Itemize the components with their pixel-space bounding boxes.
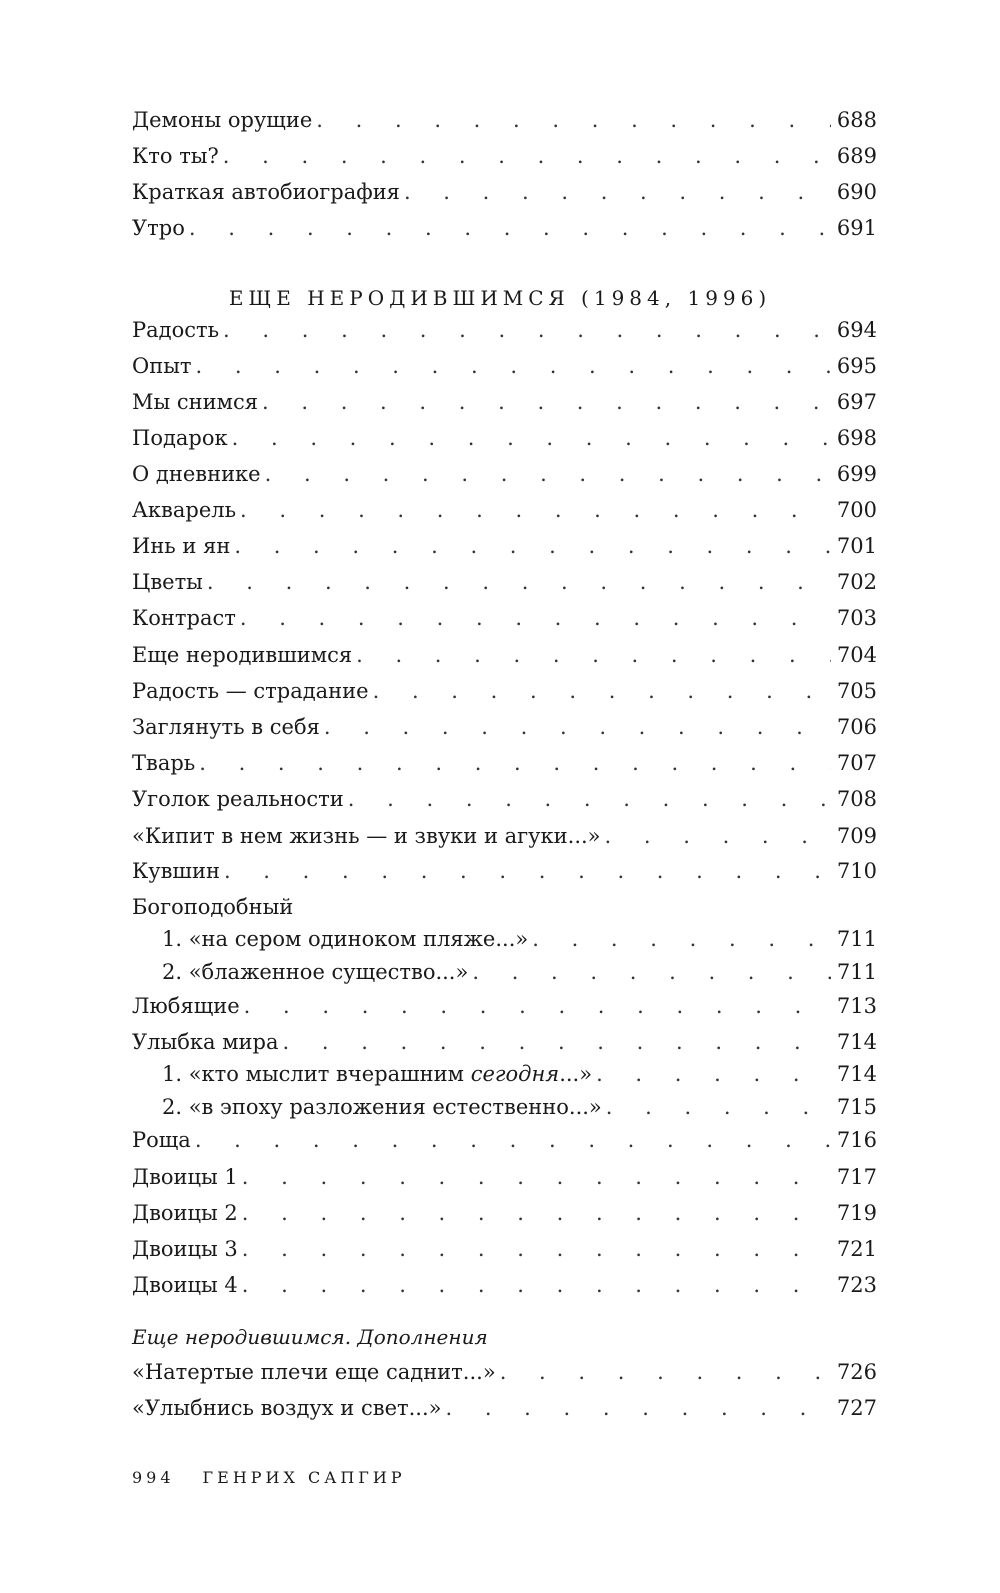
entry-page: 689 xyxy=(836,144,877,168)
entry-page: 710 xyxy=(836,859,877,883)
leader-dots xyxy=(195,1123,831,1157)
entry-page: 690 xyxy=(836,180,877,204)
leader-dots xyxy=(242,1196,831,1230)
toc-sub-entry xyxy=(162,922,877,956)
entry-page: 714 xyxy=(836,1030,877,1054)
leader-dots xyxy=(265,457,831,491)
entry-page: 717 xyxy=(836,1165,877,1189)
entry-page: 723 xyxy=(836,1273,877,1297)
leader-dots xyxy=(242,1160,831,1194)
leader-dots xyxy=(404,175,831,209)
running-author: ГЕНРИХ САПГИР xyxy=(202,1468,406,1487)
leader-dots xyxy=(605,819,831,853)
toc-entry xyxy=(132,139,877,173)
entry-page: 721 xyxy=(836,1237,877,1261)
leader-dots xyxy=(234,529,831,563)
entry-title: Двоицы 1 xyxy=(132,1165,238,1189)
entry-title: Роща xyxy=(132,1128,191,1152)
entry-page: 714 xyxy=(836,1062,877,1086)
title-italic: сегодня xyxy=(470,1062,560,1086)
leader-dots xyxy=(244,989,831,1023)
entry-page: 691 xyxy=(836,216,877,240)
entry-page: 702 xyxy=(836,570,877,594)
section-title: ЕЩЕ НЕРОДИВШИМСЯ (1984, 1996) xyxy=(228,286,772,310)
entry-title: Подарок xyxy=(132,426,228,450)
entry-page: 703 xyxy=(836,606,877,630)
entry-page: 716 xyxy=(836,1128,877,1152)
entry-page: 688 xyxy=(836,108,877,132)
toc-entry xyxy=(132,854,877,888)
entry-page: 711 xyxy=(836,960,877,984)
leader-dots xyxy=(224,854,831,888)
toc-entry xyxy=(132,1268,877,1302)
leader-dots xyxy=(232,421,831,455)
entry-page: 694 xyxy=(836,318,877,342)
toc-entry xyxy=(132,103,877,137)
entry-title: 2. «в эпоху разложения естественно...» xyxy=(162,1095,602,1119)
toc-entry xyxy=(132,710,877,744)
leader-dots xyxy=(324,710,831,744)
entry-title: Инь и ян xyxy=(132,534,231,558)
entry-title: Цветы xyxy=(132,570,203,594)
toc-entry xyxy=(132,313,877,347)
toc-entry xyxy=(132,493,877,527)
leader-dots xyxy=(242,1232,831,1266)
entry-page: 707 xyxy=(836,751,877,775)
toc-entry xyxy=(132,1391,877,1425)
toc-entry xyxy=(132,601,877,635)
entry-page: 719 xyxy=(836,1201,877,1225)
toc-entry xyxy=(132,529,877,563)
entry-page: 708 xyxy=(836,787,877,811)
entry-title xyxy=(162,1057,592,1091)
entry-title: Двоицы 4 xyxy=(132,1273,238,1297)
leader-dots xyxy=(445,1391,830,1425)
toc-entry xyxy=(132,1025,877,1059)
entry-page: 706 xyxy=(836,715,877,739)
entry-page: 695 xyxy=(836,354,877,378)
entry-page: 700 xyxy=(836,498,877,522)
entry-title: Заглянуть в себя xyxy=(132,715,320,739)
leader-dots xyxy=(223,313,831,347)
entry-title: Кувшин xyxy=(132,859,220,883)
entry-title: «Улыбнись воздух и свет...» xyxy=(132,1396,442,1420)
toc-entry xyxy=(132,819,877,853)
leader-dots xyxy=(262,385,831,419)
toc-entry xyxy=(132,457,877,491)
entry-page: 709 xyxy=(836,824,877,848)
page-footer xyxy=(132,1464,406,1492)
entry-page: 715 xyxy=(836,1095,877,1119)
leader-dots xyxy=(500,1355,831,1389)
toc-entry xyxy=(132,1355,877,1389)
toc-entry xyxy=(132,1232,877,1266)
entry-title: Кто ты? xyxy=(132,144,219,168)
entry-title: О дневнике xyxy=(132,462,261,486)
supplement-title: Еще неродившимся. Дополнения xyxy=(132,1325,488,1349)
toc-entry xyxy=(132,638,877,672)
leader-dots xyxy=(283,1025,831,1059)
entry-title: Двоицы 3 xyxy=(132,1237,238,1261)
entry-title: Демоны орущие xyxy=(132,108,313,132)
leader-dots xyxy=(240,493,831,527)
leader-dots xyxy=(242,1268,831,1302)
toc-sub-entry xyxy=(162,1090,877,1124)
entry-title: Опыт xyxy=(132,354,192,378)
page-number: 994 xyxy=(132,1468,175,1487)
toc-entry xyxy=(132,1160,877,1194)
entry-page: 704 xyxy=(836,643,877,667)
entry-title: Улыбка мира xyxy=(132,1030,279,1054)
toc-entry xyxy=(132,175,877,209)
title-suffix: ...» xyxy=(559,1062,593,1086)
entry-title: Радость — страдание xyxy=(132,679,369,703)
entry-title: Контраст xyxy=(132,606,236,630)
toc-entry xyxy=(132,989,877,1023)
entry-title: «Натертые плечи еще саднит...» xyxy=(132,1360,496,1384)
entry-page: 727 xyxy=(836,1396,877,1420)
leader-dots xyxy=(240,601,831,635)
toc-entry xyxy=(132,349,877,383)
toc-entry xyxy=(132,782,877,816)
toc-entry xyxy=(132,421,877,455)
leader-dots xyxy=(316,103,831,137)
toc-group-title: Богоподобный xyxy=(132,895,294,919)
entry-title: Мы снимся xyxy=(132,390,258,414)
leader-dots xyxy=(606,1090,831,1124)
entry-page: 726 xyxy=(836,1360,877,1384)
entry-title: Радость xyxy=(132,318,220,342)
toc-entry xyxy=(132,1196,877,1230)
entry-page: 697 xyxy=(836,390,877,414)
entry-title: Утро xyxy=(132,216,185,240)
leader-dots xyxy=(223,139,831,173)
entry-title: 2. «блаженное существо...» xyxy=(162,960,469,984)
leader-dots xyxy=(373,674,831,708)
leader-dots xyxy=(356,638,831,672)
entry-page: 699 xyxy=(836,462,877,486)
leader-dots xyxy=(596,1057,831,1091)
entry-title: Любящие xyxy=(132,994,240,1018)
toc-sub-entry xyxy=(162,1057,877,1091)
toc-entry xyxy=(132,746,877,780)
entry-page: 705 xyxy=(836,679,877,703)
toc-entry xyxy=(132,674,877,708)
entry-page: 698 xyxy=(836,426,877,450)
entry-page: 711 xyxy=(836,927,877,951)
entry-title: Уголок реальности xyxy=(132,787,344,811)
title-prefix: 1. «кто мыслит вчерашним xyxy=(162,1062,471,1086)
entry-title: Краткая автобиография xyxy=(132,180,400,204)
entry-title: Тварь xyxy=(132,751,196,775)
entry-title: «Кипит в нем жизнь — и звуки и агуки...» xyxy=(132,824,601,848)
entry-title: 1. «на сером одиноком пляже...» xyxy=(162,927,529,951)
toc-entry xyxy=(132,1123,877,1157)
leader-dots xyxy=(348,782,831,816)
entry-title: Двоицы 2 xyxy=(132,1201,238,1225)
leader-dots xyxy=(189,211,831,245)
toc-entry xyxy=(132,385,877,419)
leader-dots xyxy=(532,922,831,956)
leader-dots xyxy=(196,349,831,383)
leader-dots xyxy=(207,565,831,599)
toc-sub-entry xyxy=(162,955,877,989)
leader-dots xyxy=(199,746,831,780)
entry-page: 713 xyxy=(836,994,877,1018)
entry-title: Еще неродившимся xyxy=(132,643,353,667)
toc-entry xyxy=(132,211,877,245)
leader-dots xyxy=(472,955,831,989)
entry-page: 701 xyxy=(836,534,877,558)
toc-entry xyxy=(132,565,877,599)
entry-title: Акварель xyxy=(132,498,237,522)
